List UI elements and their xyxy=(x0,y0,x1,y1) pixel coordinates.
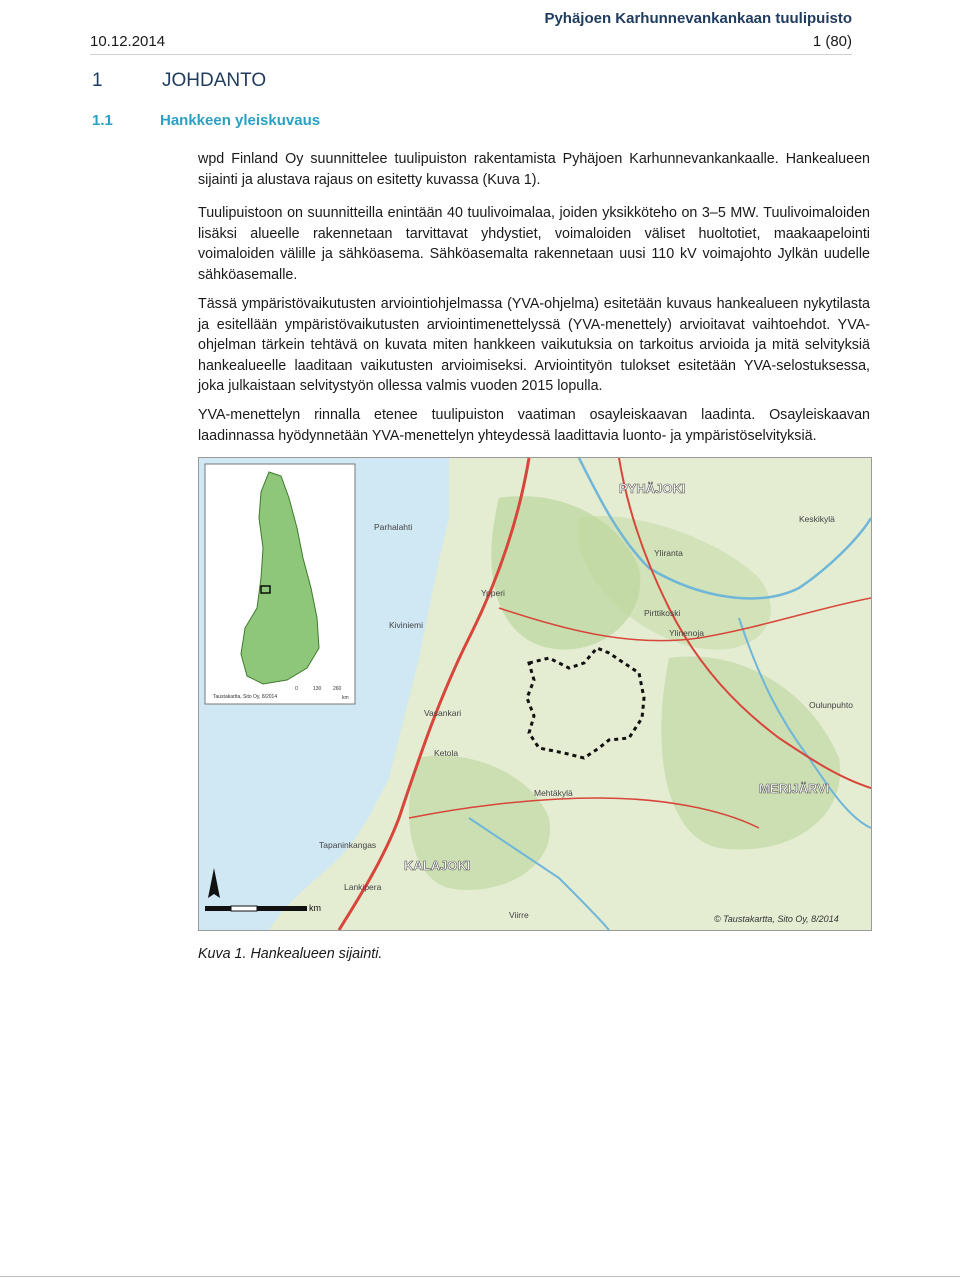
place-label: Viirre xyxy=(509,910,529,920)
inset-scale-label: 260 xyxy=(333,686,342,692)
inset-scale-label: 130 xyxy=(313,686,322,692)
section-number: 1 xyxy=(92,70,103,91)
place-label: Pirttikoski xyxy=(644,608,681,618)
inset-scale-unit: km xyxy=(342,695,349,701)
map-svg xyxy=(199,458,871,930)
place-label: Ypperi xyxy=(481,588,505,598)
location-map xyxy=(198,457,872,931)
subsection-number: 1.1 xyxy=(92,112,113,129)
place-label: Yliranta xyxy=(654,548,683,558)
place-label: Tapaninkangas xyxy=(319,840,377,850)
place-label: Ketola xyxy=(434,748,459,758)
place-label: Mehtäkylä xyxy=(534,788,573,798)
paragraph-4: YVA-menettelyn rinnalla etenee tuulipuiston vaatiman osayleiskaavan laadinta. Osayleiskaavan laadinnassa hyödynnetään YVA-menettelyn yhteydessä laadittavia luonto- ja ympäristöselvityksiä. xyxy=(198,407,870,444)
section-heading xyxy=(92,70,266,92)
section-title: JOHDANTO xyxy=(162,70,267,91)
paragraph-3: Tässä ympäristövaikutusten arviointiohjelmassa (YVA-ohjelma) esitetään kuvaus hankealueen nykytilasta ja esitellään ympäristövaikutusten arviointimenettelyssä (YVA-menettely) arvioitavat vaihtoehdot. YVA-ohjelman tärkein tehtävä on kuvata miten hankkeen vaikutuksia on tarkoitus arvioida ja mitä selvityksiä hankealueelle laaditaan vaikutusten arvioimiseksi. Arviointityön tulokset esitetään YVA-selostuksessa, joka julkaistaan selvitystyön ollessa valmis vuoden 2015 lopulla. xyxy=(198,296,870,394)
town-label: KALAJOKI xyxy=(404,858,471,873)
inset-copyright: Taustakartta, Sito Oy, 8/2014 xyxy=(213,694,278,700)
figure-caption: Kuva 1. Hankealueen sijainti. xyxy=(198,946,383,962)
document-title: Pyhäjoen Karhunnevankankaan tuulipuisto xyxy=(544,10,852,27)
document-date: 10.12.2014 xyxy=(90,33,166,50)
inset-scale-label: 0 xyxy=(295,686,298,692)
scale-unit: km xyxy=(309,903,321,913)
inset-map xyxy=(205,464,355,704)
subsection-title: Hankkeen yleiskuvaus xyxy=(160,112,321,129)
town-label: PYHÄJOKI xyxy=(619,481,686,496)
place-label: Vasankari xyxy=(424,708,462,718)
town-label: MERIJÄRVI xyxy=(759,781,830,796)
place-label: Lankipera xyxy=(344,882,382,892)
page-number: 1 (80) xyxy=(812,33,852,50)
subsection-heading xyxy=(92,112,320,129)
place-label: Parhalahti xyxy=(374,522,413,532)
place-label: Oulunpuhto xyxy=(809,700,853,710)
paragraph-2: Tuulipuistoon on suunnitteilla enintään 40 tuulivoimalaa, joiden yksikköteho on 3–5 MW. Tuulivoimaloiden lisäksi alueelle rakennetaan tarvittavat yhdystiet, voimaloiden väliset huoltotiet, maakaapelointi voimaloiden välille ja sähköasema. Sähköasemalta rakennetaan uusi 110 kV voimajohto Jylkän uudelle sähköasemalle. xyxy=(198,205,870,283)
place-label: Kiviniemi xyxy=(389,620,424,630)
header-divider xyxy=(90,54,852,55)
footer-divider xyxy=(0,1276,960,1277)
paragraph-1: wpd Finland Oy suunnittelee tuulipuiston rakentamista Pyhäjoen Karhunnevankankaalle. Hankealueen sijainti ja alustava rajaus on esitetty kuvassa (Kuva 1). xyxy=(198,151,870,188)
place-label: Keskikylä xyxy=(799,514,835,524)
map-copyright: © Taustakartta, Sito Oy, 8/2014 xyxy=(714,914,839,924)
place-label: Ylinenoja xyxy=(669,628,704,638)
